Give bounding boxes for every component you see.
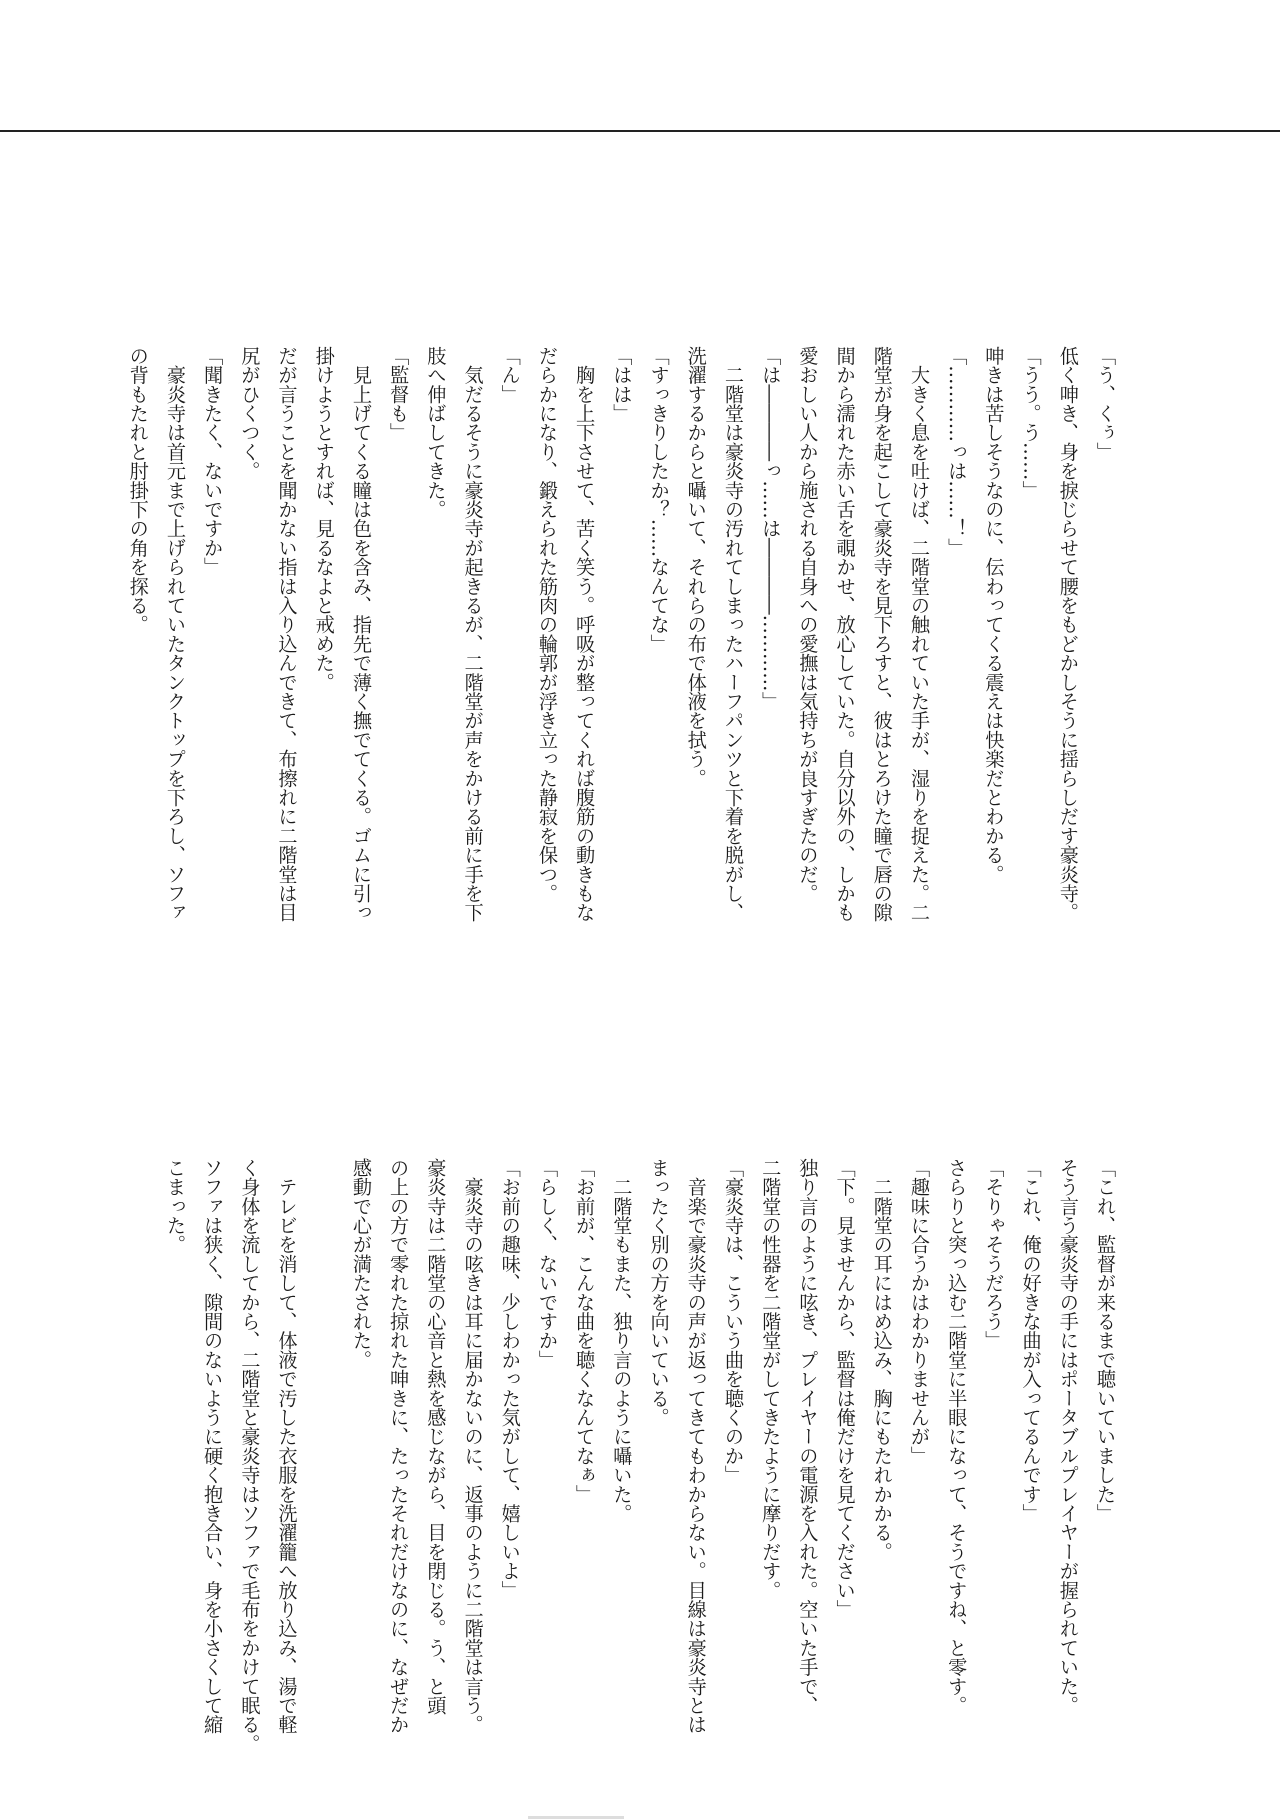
text-line: 胸を上下させて、苦く笑う。呼吸が整ってくれば腹筋の動きもな [573,346,597,922]
text-line: 豪炎寺は二階堂の心音と熱を感じながら、目を閉じる。う、と頭 [424,1158,448,1715]
text-line: 独り言のように呟き、プレイヤーの電源を入れた。空いた手で、 [796,1158,820,1715]
text-line: の上の方で零れた掠れた呻きに、たったそれだけなのに、なぜだか [387,1158,411,1734]
text-line: 気だるそうに豪炎寺が起きるが、二階堂が声をかける前に手を下 [461,346,485,922]
text-line: の背もたれと肘掛下の角を探る。 [126,346,150,634]
text-line: 「これ、監督が来るまで聴いていました」 [1094,1158,1117,1523]
text-line: 豪炎寺の呟きは耳に届かないのに、返事のように二階堂は言う。 [461,1158,485,1734]
lower-text-block [157,1158,1124,1754]
text-line [306,1158,343,1738]
text-line: 「お前の趣味、少しわかった気がして、嬉しいよ」 [498,1158,522,1600]
text-line: ソファは狭く、隙間のないように硬く抱き合い、身を小さくして縮 [201,1158,225,1734]
text-line: 間から濡れた赤い舌を覗かせ、放心していた。自分以外の、しかも [833,346,857,922]
text-line: 感動で心が満たされた。 [349,1158,373,1370]
text-line: 「下。見ませんから、監督は俺だけを見てください」 [833,1158,857,1619]
text-line: 呻きは苦しそうなのに、伝わってくる震えは快楽だとわかる。 [982,346,1006,884]
text-line: 「これ、俺の好きな曲が入ってるんです」 [1019,1158,1043,1523]
text-line: 「は――――っ……は――――…………」 [759,346,783,711]
text-line: 「らしく、ないですか」 [535,1158,559,1370]
text-line: く身体を流してから、二階堂と豪炎寺はソファで毛布をかけて眠る。 [238,1158,262,1754]
text-line: まったく別の方を向いている。 [647,1158,671,1427]
text-line: 「豪炎寺は、こういう曲を聴くのか」 [721,1158,745,1485]
text-line: だらかになり、鍛えられた筋肉の輪郭が浮き立った静寂を保つ。 [535,346,559,903]
text-line: 肢へ伸ばしてきた。 [424,346,448,519]
text-line: 「監督も」 [387,346,411,442]
text-line: 「そりゃそうだろう」 [982,1158,1006,1350]
text-line: 見上げてくる瞳は色を含み、指先で薄く撫でてくる。ゴムに引っ [349,346,373,922]
text-line: だが言うことを聞かない指は入り込んできて、布擦れに二階堂は目 [275,346,299,922]
text-line: 愛おしい人から施される自身への愛撫は気持ちが良すぎたのだ。 [796,346,820,903]
text-line: 「ん」 [498,346,522,404]
text-line: そう言う豪炎寺の手にはポータブルプレイヤーが握られていた。 [1056,1158,1080,1715]
text-line: 「はは」 [610,346,634,423]
text-line: 大きく息を吐けば、二階堂の触れていた手が、湿りを捉えた。二 [907,346,931,922]
text-line: 「う、くぅ」 [1094,346,1117,462]
text-line: 二階堂の耳にはめ込み、胸にもたれかかる。 [870,1158,894,1562]
text-line: 「お前が、こんな曲を聴くなんてなぁ」 [573,1158,597,1504]
text-line: 豪炎寺は首元まで上げられていたタンクトップを下ろし、ソファ [163,346,187,922]
text-line: さらりと突っ込む二階堂に半眼になって、そうですね、と零す。 [945,1158,969,1715]
text-line: 低く呻き、身を捩じらせて腰をもどかしそうに揺らしだす豪炎寺。 [1056,346,1080,922]
text-line: 尻がひくつく。 [238,346,262,481]
text-line: 洗濯するからと囁いて、それらの布で体液を拭う。 [684,346,708,788]
text-line: 二階堂の性器を二階堂がしてきたように摩りだす。 [759,1158,783,1600]
text-line: こまった。 [163,1158,187,1254]
text-line: 音楽で豪炎寺の声が返ってきてもわからない。目線は豪炎寺とは [684,1158,708,1734]
text-line: 「聞きたく、ないですか」 [201,346,225,577]
text-line: 二階堂もまた、独り言のように囁いた。 [610,1158,634,1523]
text-line: 二階堂は豪炎寺の汚れてしまったハーフパンツと下着を脱がし、 [721,346,745,922]
text-line: 「うう。う……」 [1019,346,1043,500]
header-rule [0,130,1280,132]
text-line: テレビを消して、体液で汚した衣服を洗濯籠へ放り込み、湯で軽 [275,1158,299,1734]
upper-text-block [120,346,1124,926]
text-line: 「趣味に合うかはわかりませんが」 [907,1158,931,1466]
text-line: 階堂が身を起こして豪炎寺を見下ろすと、彼はとろけた瞳で唇の隙 [870,346,894,922]
text-line: 掛けようとすれば、見るなよと戒めた。 [312,346,336,692]
text-line: 「すっきりしたか？……なんてな」 [647,346,671,654]
text-line: 「…………っは……！」 [945,346,969,558]
